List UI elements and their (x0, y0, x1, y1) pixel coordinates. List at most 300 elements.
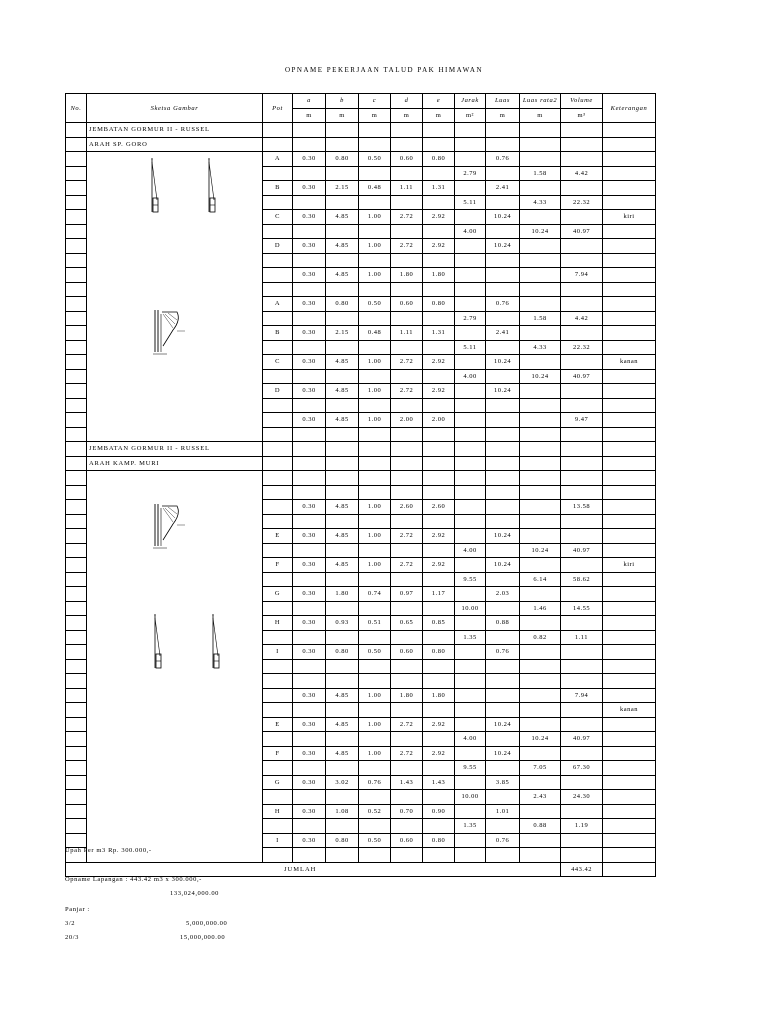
value-cell (391, 659, 423, 674)
pot-cell (263, 311, 293, 326)
value-cell (359, 630, 391, 645)
value-cell (326, 732, 359, 747)
value-cell (603, 340, 656, 355)
empty-cell (603, 123, 656, 138)
value-cell (486, 674, 520, 689)
pot-cell (263, 224, 293, 239)
value-cell: 1.58 (520, 166, 561, 181)
value-cell (486, 543, 520, 558)
value-cell: 10.24 (520, 224, 561, 239)
value-cell (359, 659, 391, 674)
value-cell (455, 804, 486, 819)
no-cell (66, 601, 87, 616)
no-cell (66, 761, 87, 776)
pot-cell (263, 268, 293, 283)
value-cell (455, 239, 486, 254)
value-cell: 0.30 (293, 384, 326, 399)
value-cell (326, 790, 359, 805)
value-cell (293, 601, 326, 616)
value-cell: 4.85 (326, 746, 359, 761)
empty-cell (359, 137, 391, 152)
pot-cell: I (263, 645, 293, 660)
no-cell (66, 239, 87, 254)
value-cell (603, 253, 656, 268)
value-cell (293, 427, 326, 442)
value-cell (359, 398, 391, 413)
header-cell: a (293, 94, 326, 109)
value-cell (455, 152, 486, 167)
value-cell: 10.24 (520, 369, 561, 384)
value-cell (520, 587, 561, 602)
no-cell (66, 616, 87, 631)
value-cell: 0.80 (326, 152, 359, 167)
value-cell (293, 732, 326, 747)
pot-cell (263, 630, 293, 645)
pot-cell (263, 166, 293, 181)
value-cell (603, 630, 656, 645)
opname-total: 133,024,000.00 (170, 890, 220, 897)
value-cell (603, 485, 656, 500)
value-cell: 0.80 (326, 297, 359, 312)
value-cell (520, 514, 561, 529)
value-cell (561, 804, 603, 819)
value-cell: 1.08 (326, 804, 359, 819)
no-cell (66, 123, 87, 138)
unit-cell: m (326, 108, 359, 123)
value-cell (455, 181, 486, 196)
value-cell (423, 761, 455, 776)
value-cell (455, 398, 486, 413)
value-cell (391, 630, 423, 645)
value-cell (423, 543, 455, 558)
value-cell (561, 833, 603, 848)
value-cell: 0.30 (293, 326, 326, 341)
pot-cell (263, 398, 293, 413)
value-cell (486, 369, 520, 384)
empty-cell (423, 123, 455, 138)
value-cell: 4.00 (455, 369, 486, 384)
value-cell (423, 485, 455, 500)
value-cell (391, 427, 423, 442)
value-cell (359, 572, 391, 587)
value-cell (455, 848, 486, 863)
value-cell: 0.70 (391, 804, 423, 819)
value-cell: 10.24 (520, 732, 561, 747)
no-cell (66, 790, 87, 805)
value-cell (561, 529, 603, 544)
value-cell (455, 282, 486, 297)
value-cell (423, 659, 455, 674)
pot-cell: A (263, 297, 293, 312)
value-cell: 0.30 (293, 500, 326, 515)
value-cell (293, 166, 326, 181)
pot-cell (263, 514, 293, 529)
panjar-amount-2: 15,000,000.00 (180, 934, 226, 941)
value-cell (520, 645, 561, 660)
header-cell: Volume (561, 94, 603, 109)
value-cell (603, 587, 656, 602)
value-cell (359, 195, 391, 210)
value-cell: 4.85 (326, 384, 359, 399)
value-cell (603, 384, 656, 399)
value-cell (603, 848, 656, 863)
value-cell (326, 761, 359, 776)
empty-cell (326, 123, 359, 138)
value-cell (520, 427, 561, 442)
value-cell (391, 543, 423, 558)
empty-cell (326, 137, 359, 152)
value-cell (359, 514, 391, 529)
value-cell (391, 471, 423, 486)
total-label: JUMLAH (66, 862, 561, 877)
pot-cell (263, 340, 293, 355)
no-cell (66, 558, 87, 573)
value-cell (423, 398, 455, 413)
total-row (66, 862, 656, 877)
value-cell (486, 311, 520, 326)
value-cell (423, 703, 455, 718)
header-cell: e (423, 94, 455, 109)
empty-cell (561, 123, 603, 138)
value-cell (326, 253, 359, 268)
value-cell (486, 485, 520, 500)
empty-cell (486, 123, 520, 138)
header-cell: No. (66, 94, 87, 123)
value-cell (520, 833, 561, 848)
value-cell: 5.11 (455, 340, 486, 355)
value-cell (359, 819, 391, 834)
empty-cell (561, 456, 603, 471)
value-cell: 2.41 (486, 326, 520, 341)
value-cell: 2.92 (423, 717, 455, 732)
value-cell (423, 166, 455, 181)
value-cell (520, 355, 561, 370)
value-cell: 4.42 (561, 166, 603, 181)
pot-cell: H (263, 616, 293, 631)
value-cell: 10.24 (486, 384, 520, 399)
value-cell: 58.62 (561, 572, 603, 587)
no-cell (66, 137, 87, 152)
value-cell (326, 282, 359, 297)
value-cell (293, 572, 326, 587)
value-cell: 0.30 (293, 152, 326, 167)
value-cell (423, 572, 455, 587)
value-cell (359, 761, 391, 776)
value-cell: 2.79 (455, 166, 486, 181)
value-cell: 0.30 (293, 268, 326, 283)
value-cell (455, 355, 486, 370)
empty-cell (391, 137, 423, 152)
value-cell (359, 732, 391, 747)
pot-cell (263, 601, 293, 616)
value-cell: 0.30 (293, 587, 326, 602)
value-cell: 3.02 (326, 775, 359, 790)
value-cell (293, 224, 326, 239)
value-cell: 2.72 (391, 239, 423, 254)
value-cell: 0.50 (359, 297, 391, 312)
value-cell (486, 500, 520, 515)
no-cell (66, 340, 87, 355)
value-cell (561, 558, 603, 573)
value-cell: 10.00 (455, 601, 486, 616)
empty-cell (293, 123, 326, 138)
value-cell (486, 195, 520, 210)
value-cell (391, 732, 423, 747)
pot-cell (263, 471, 293, 486)
value-cell (391, 819, 423, 834)
value-cell: 1.11 (561, 630, 603, 645)
empty-cell (423, 137, 455, 152)
value-cell: 2.72 (391, 355, 423, 370)
no-cell (66, 326, 87, 341)
pot-cell: F (263, 558, 293, 573)
value-cell: 2.92 (423, 210, 455, 225)
value-cell: 13.58 (561, 500, 603, 515)
value-cell (603, 717, 656, 732)
no-cell (66, 384, 87, 399)
value-cell: 0.30 (293, 210, 326, 225)
value-cell (603, 572, 656, 587)
value-cell: 40.97 (561, 224, 603, 239)
value-cell: 1.80 (326, 587, 359, 602)
header-cell: Jarak (455, 94, 486, 109)
value-cell: 9.47 (561, 413, 603, 428)
value-cell (293, 253, 326, 268)
value-cell (359, 601, 391, 616)
value-cell (326, 369, 359, 384)
value-cell: 2.92 (423, 746, 455, 761)
value-cell: 1.43 (391, 775, 423, 790)
pot-cell (263, 790, 293, 805)
value-cell (326, 398, 359, 413)
value-cell: 0.30 (293, 688, 326, 703)
panjar-amount-1: 5,000,000.00 (186, 920, 228, 927)
sketch-drawing-2 (87, 471, 263, 841)
value-cell: 2.92 (423, 355, 455, 370)
value-cell (455, 746, 486, 761)
value-cell (455, 485, 486, 500)
value-cell: 1.17 (423, 587, 455, 602)
value-cell (520, 804, 561, 819)
no-cell (66, 224, 87, 239)
value-cell: 2.03 (486, 587, 520, 602)
value-cell (520, 485, 561, 500)
value-cell: 1.00 (359, 717, 391, 732)
empty-cell (359, 456, 391, 471)
panjar-date-2: 20/3 (65, 934, 79, 941)
no-cell (66, 630, 87, 645)
value-cell (520, 210, 561, 225)
value-cell (293, 369, 326, 384)
pot-cell: G (263, 587, 293, 602)
value-cell: 0.80 (423, 833, 455, 848)
no-cell (66, 688, 87, 703)
value-cell: 10.24 (486, 210, 520, 225)
unit-cell: m (423, 108, 455, 123)
value-cell: 1.00 (359, 413, 391, 428)
no-cell (66, 427, 87, 442)
value-cell: 0.85 (423, 616, 455, 631)
value-cell (603, 601, 656, 616)
value-cell (561, 674, 603, 689)
value-cell (455, 413, 486, 428)
value-cell (603, 543, 656, 558)
no-cell (66, 369, 87, 384)
value-cell (293, 195, 326, 210)
pot-cell (263, 732, 293, 747)
value-cell (326, 848, 359, 863)
value-cell (486, 819, 520, 834)
value-cell: 10.24 (486, 717, 520, 732)
value-cell (391, 485, 423, 500)
value-cell: 4.85 (326, 413, 359, 428)
wall-sketch-right-icon (208, 158, 215, 212)
value-cell (293, 485, 326, 500)
pot-cell: D (263, 239, 293, 254)
value-cell: 10.24 (486, 746, 520, 761)
wall-sketch-left-icon (151, 158, 158, 212)
value-cell (326, 485, 359, 500)
empty-cell (455, 456, 486, 471)
value-cell (326, 572, 359, 587)
no-cell (66, 398, 87, 413)
value-cell (455, 514, 486, 529)
value-cell (293, 848, 326, 863)
no-cell (66, 645, 87, 660)
value-cell: 0.30 (293, 558, 326, 573)
pot-cell (263, 500, 293, 515)
value-cell: 2.72 (391, 558, 423, 573)
value-cell (520, 746, 561, 761)
value-cell: 2.72 (391, 746, 423, 761)
value-cell (455, 775, 486, 790)
no-cell (66, 717, 87, 732)
value-cell (391, 703, 423, 718)
value-cell: 0.30 (293, 775, 326, 790)
value-cell: 5.11 (455, 195, 486, 210)
no-cell (66, 297, 87, 312)
value-cell (359, 166, 391, 181)
value-cell (561, 210, 603, 225)
value-cell: 4.00 (455, 543, 486, 558)
no-cell (66, 195, 87, 210)
value-cell (561, 427, 603, 442)
no-cell (66, 543, 87, 558)
value-cell (486, 703, 520, 718)
pot-cell (263, 674, 293, 689)
value-cell (603, 427, 656, 442)
opname-note: Opname Lapangan : 443.42 m3 x 300.000,- (65, 876, 202, 883)
empty-cell (520, 137, 561, 152)
wall-sketch-left-icon (154, 614, 161, 668)
value-cell (391, 166, 423, 181)
value-cell (455, 833, 486, 848)
value-cell: 1.46 (520, 601, 561, 616)
value-cell (391, 311, 423, 326)
value-cell (359, 340, 391, 355)
value-cell (603, 398, 656, 413)
value-cell: 0.60 (391, 833, 423, 848)
no-cell (66, 181, 87, 196)
value-cell (520, 529, 561, 544)
value-cell: 24.30 (561, 790, 603, 805)
value-cell: 4.85 (326, 529, 359, 544)
value-cell: 10.24 (486, 529, 520, 544)
value-cell (423, 601, 455, 616)
value-cell (486, 471, 520, 486)
value-cell: 2.92 (423, 529, 455, 544)
no-cell (66, 442, 87, 457)
value-cell: 2.15 (326, 326, 359, 341)
value-cell (391, 398, 423, 413)
no-cell (66, 253, 87, 268)
value-cell (423, 630, 455, 645)
value-cell: 2.92 (423, 239, 455, 254)
header-cell: c (359, 94, 391, 109)
value-cell (391, 253, 423, 268)
value-cell (293, 703, 326, 718)
value-cell (603, 239, 656, 254)
pot-cell (263, 485, 293, 500)
value-cell (455, 384, 486, 399)
value-cell: 0.76 (486, 833, 520, 848)
section-label: ARAH SP. GORO (87, 137, 263, 152)
value-cell (486, 848, 520, 863)
value-cell (486, 268, 520, 283)
value-cell: 1.00 (359, 558, 391, 573)
value-cell (455, 297, 486, 312)
value-cell (359, 253, 391, 268)
value-cell: 4.85 (326, 210, 359, 225)
value-cell (293, 674, 326, 689)
value-cell (561, 355, 603, 370)
value-cell (423, 674, 455, 689)
empty-cell (326, 442, 359, 457)
value-cell (455, 268, 486, 283)
value-cell: 0.30 (293, 717, 326, 732)
value-cell (520, 775, 561, 790)
no-cell (66, 674, 87, 689)
header-row (66, 94, 656, 109)
value-cell (603, 152, 656, 167)
value-cell: 0.80 (326, 645, 359, 660)
value-cell: 9.55 (455, 572, 486, 587)
pot-cell: D (263, 384, 293, 399)
value-cell (293, 398, 326, 413)
value-cell (423, 732, 455, 747)
section-label: JEMBATAN GORMUR II - RUSSEL (87, 442, 263, 457)
value-cell (359, 703, 391, 718)
value-cell: 2.00 (391, 413, 423, 428)
value-cell (520, 181, 561, 196)
section-label-row (66, 123, 656, 138)
table-row (66, 471, 656, 486)
value-cell: 2.60 (391, 500, 423, 515)
value-cell: 0.30 (293, 413, 326, 428)
value-cell: 2.43 (520, 790, 561, 805)
empty-cell (603, 137, 656, 152)
value-cell: 1.80 (391, 688, 423, 703)
value-cell (293, 514, 326, 529)
value-cell (603, 471, 656, 486)
value-cell (561, 717, 603, 732)
value-cell: 0.52 (359, 804, 391, 819)
value-cell: 40.97 (561, 543, 603, 558)
value-cell (486, 572, 520, 587)
value-cell (486, 688, 520, 703)
value-cell (391, 369, 423, 384)
header-cell: Luas rata2 (520, 94, 561, 109)
